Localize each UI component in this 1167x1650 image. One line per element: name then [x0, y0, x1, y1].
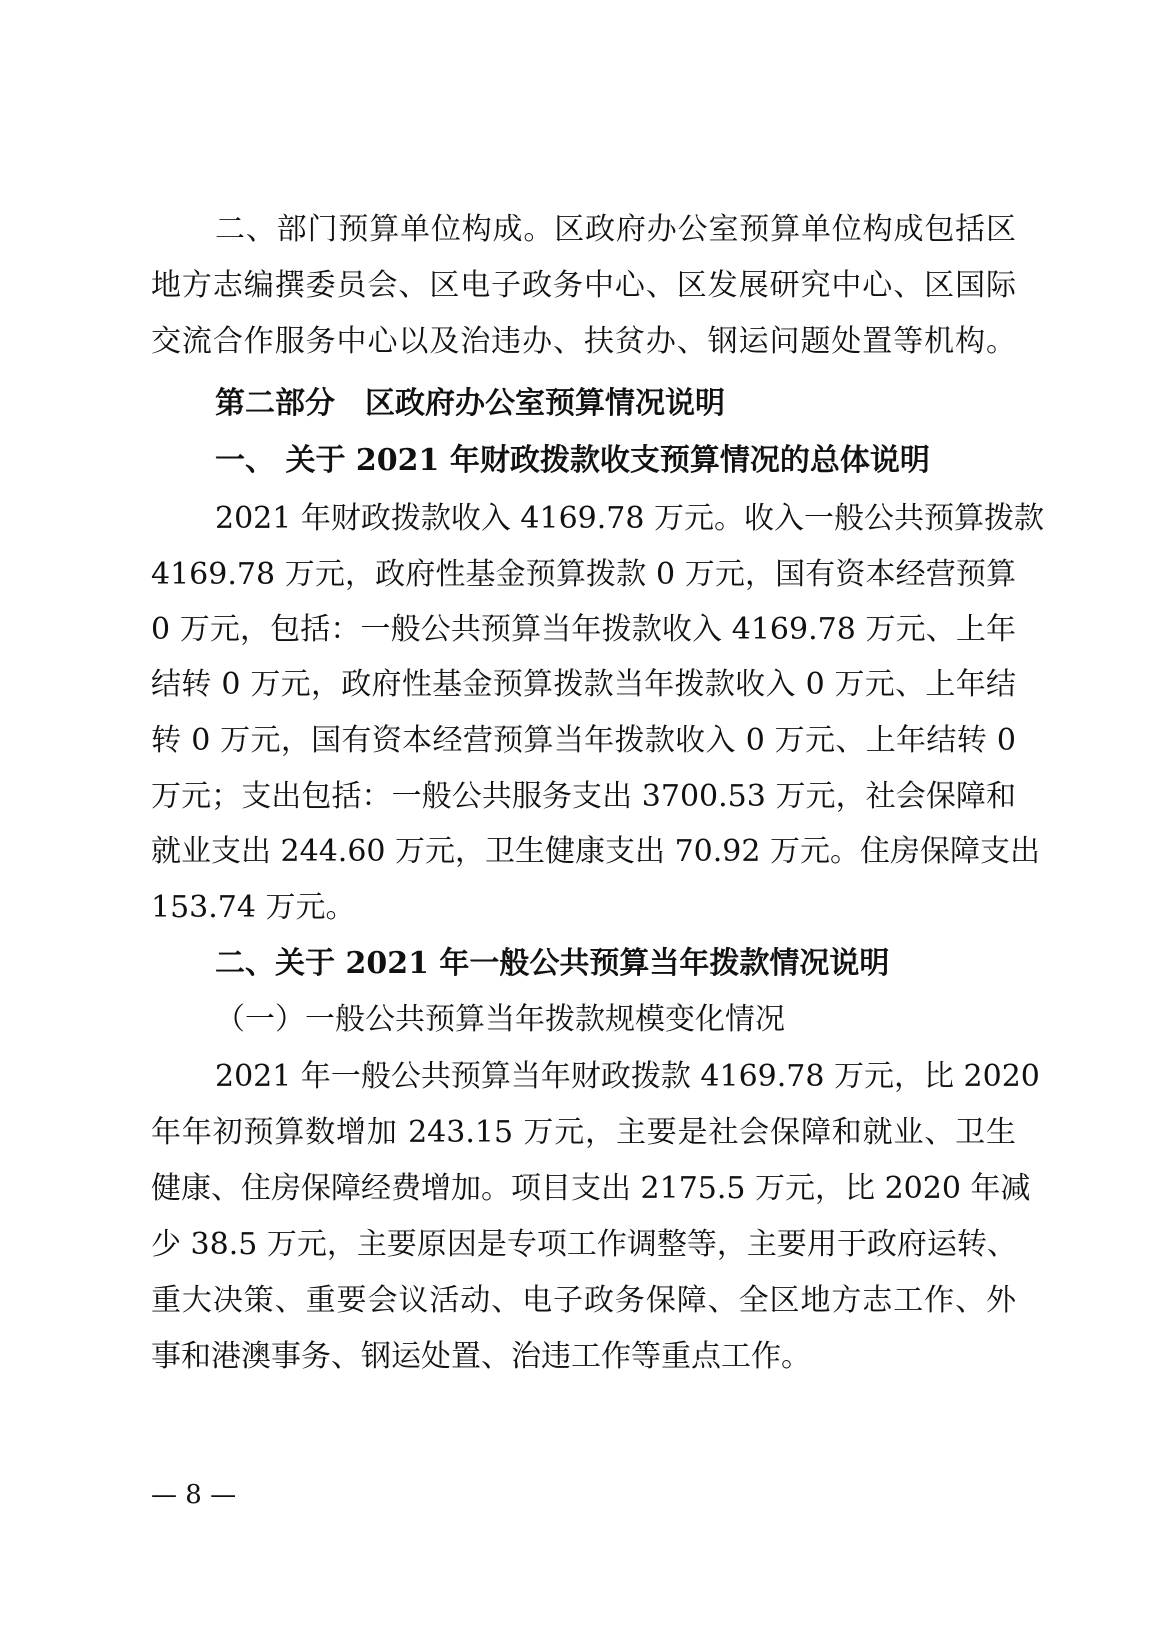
subsection-heading: （一）一般公共预算当年拨款规模变化情况 [215, 1002, 785, 1037]
paragraph-line: 交流合作服务中心以及治违办、扶贫办、钢运问题处置等机构。 [151, 324, 1016, 359]
section-heading: 二、关于 2021 年一般公共预算当年拨款情况说明 [215, 946, 890, 981]
paragraph-line: 万元；支出包括：一般公共服务支出 3700.53 万元，社会保障和 [151, 779, 1016, 814]
paragraph-line: 0 万元，包括：一般公共预算当年拨款收入 4169.78 万元、上年 [151, 612, 1016, 647]
paragraph-line: 2021 年财政拨款收入 4169.78 万元。收入一般公共预算拨款 [215, 501, 1045, 536]
paragraph-line: 地方志编撰委员会、区电子政务中心、区发展研究中心、区国际 [151, 268, 1016, 303]
page-number: — 8 — [151, 1480, 237, 1510]
paragraph-line: 少 38.5 万元，主要原因是专项工作调整等，主要用于政府运转、 [151, 1227, 1017, 1262]
section-heading: 一、 关于 2021 年财政拨款收支预算情况的总体说明 [215, 443, 930, 478]
part-heading: 第二部分 区政府办公室预算情况说明 [215, 386, 725, 421]
paragraph-line: 年年初预算数增加 243.15 万元，主要是社会保障和就业、卫生 [151, 1115, 1016, 1150]
paragraph-line: 二、部门预算单位构成。区政府办公室预算单位构成包括区 [215, 212, 1016, 247]
paragraph-line: 就业支出 244.60 万元，卫生健康支出 70.92 万元。住房保障支出 [151, 834, 1040, 869]
paragraph-line: 健康、住房保障经费增加。项目支出 2175.5 万元，比 2020 年减 [151, 1171, 1031, 1206]
paragraph-line: 153.74 万元。 [151, 890, 356, 925]
paragraph-line: 重大决策、重要会议活动、电子政务保障、全区地方志工作、外 [151, 1283, 1016, 1318]
paragraph-line: 转 0 万元，国有资本经营预算当年拨款收入 0 万元、上年结转 0 [151, 723, 1016, 758]
paragraph-line: 事和港澳事务、钢运处置、治违工作等重点工作。 [151, 1339, 811, 1374]
paragraph-line: 2021 年一般公共预算当年财政拨款 4169.78 万元，比 2020 [215, 1059, 1040, 1094]
paragraph-line: 结转 0 万元，政府性基金预算拨款当年拨款收入 0 万元、上年结 [151, 667, 1016, 702]
paragraph-line: 4169.78 万元，政府性基金预算拨款 0 万元，国有资本经营预算 [151, 557, 1016, 592]
